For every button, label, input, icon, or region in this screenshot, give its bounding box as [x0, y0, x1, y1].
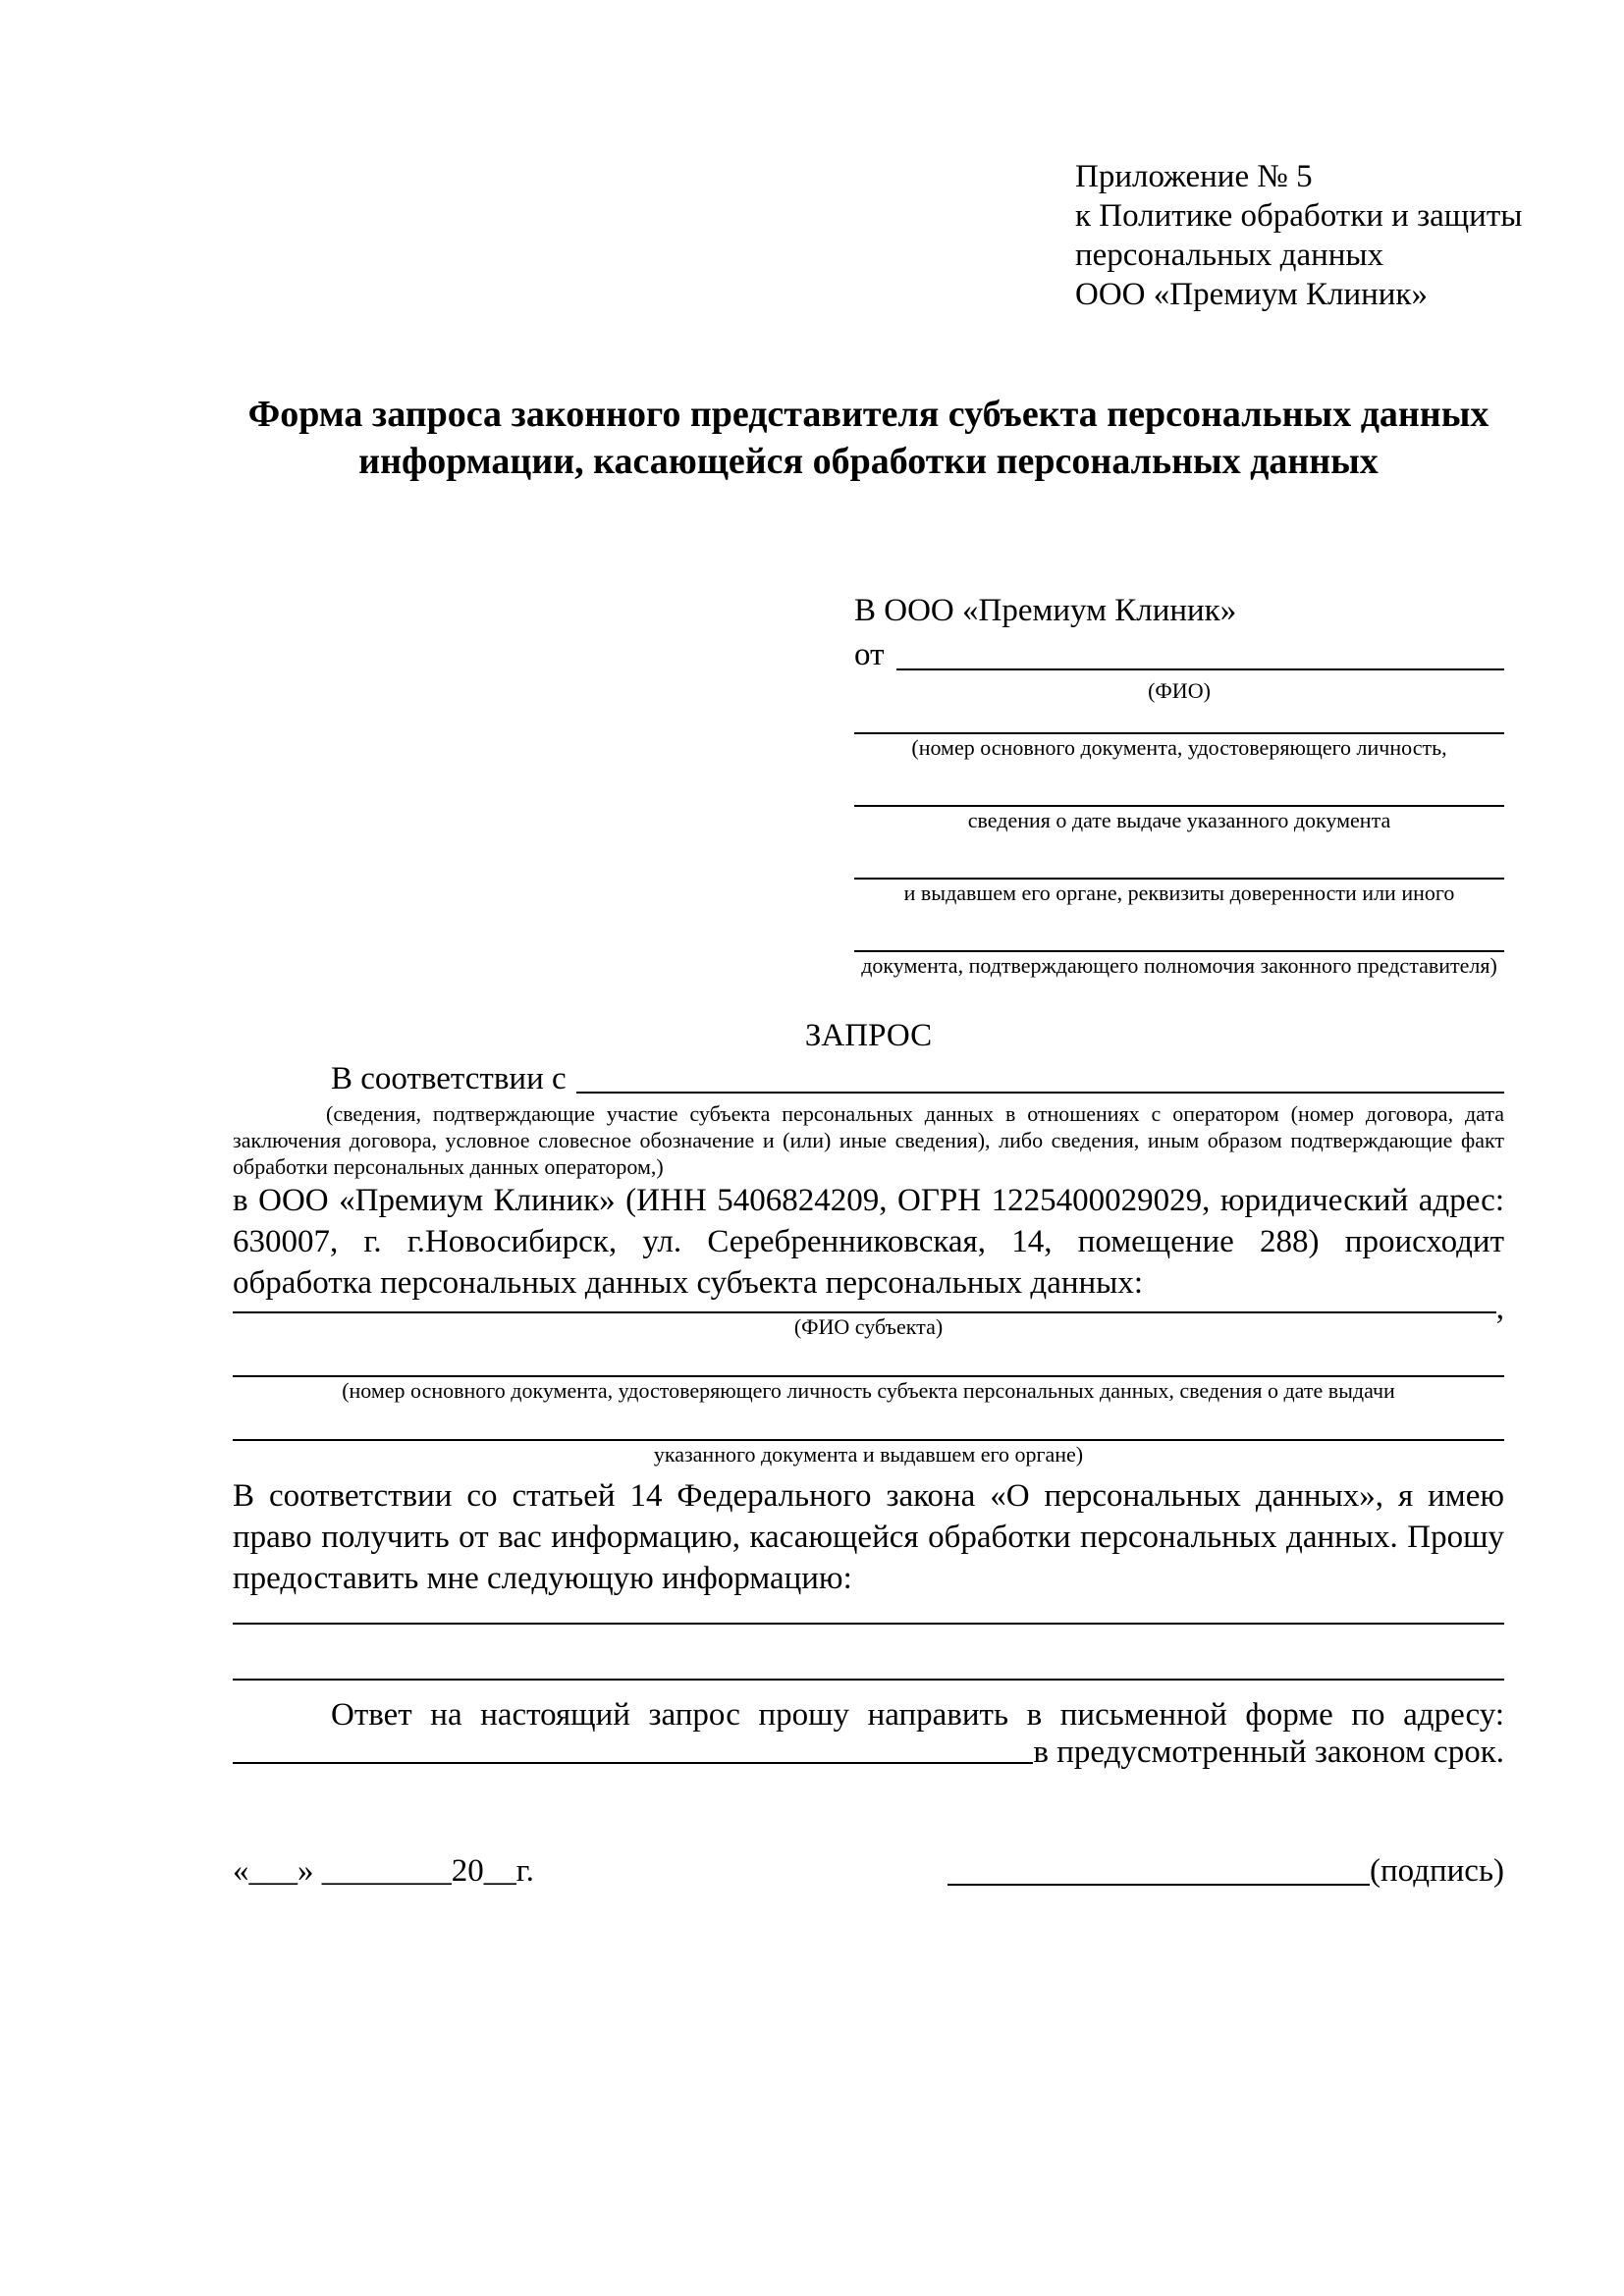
reply-suffix: в предусмотренный законом срок. [1033, 1735, 1504, 1770]
basis-caption-line-1: (сведения, подтверждающие участие субъекта персональных данных в отношениях с оператором (номер договора, дата [326, 1101, 1504, 1126]
document-content [233, 157, 1523, 1894]
appendix-header [1075, 157, 1523, 314]
basis-line [233, 1057, 1504, 1100]
document-title [233, 391, 1504, 485]
appendix-line: персональных данных [1075, 238, 1384, 273]
information-field-2[interactable] [233, 1625, 1504, 1681]
operator-paragraph-line-3: обработка персональных данных субъекта персональных данных: [233, 1265, 1143, 1301]
addressee-block [854, 589, 1504, 979]
basis-prefix: В соответствии с [331, 1061, 567, 1096]
law-paragraph-line-3: предоставить мне следующую информацию: [233, 1561, 852, 1596]
representative-fio-field[interactable] [896, 668, 1505, 670]
subject-doc-caption-top: (номер основного документа, удостоверяющего личность субъекта персональных данных, сведения о дате выдачи [342, 1378, 1395, 1403]
subject-fio-line-suffix: , [1495, 1291, 1504, 1326]
representative-doc-field-4[interactable] [854, 922, 1504, 952]
appendix-line: к Политике обработки и защиты [1075, 198, 1523, 234]
representative-doc-field-3[interactable] [854, 849, 1504, 880]
law-paragraph-line-1: В соответствии со статьей 14 Федерального закона «О персональных данных», я имею [233, 1478, 1504, 1514]
appendix-line: ООО «Премиум Клиник» [1075, 277, 1428, 312]
basis-field[interactable] [576, 1092, 1504, 1094]
reply-address-line [233, 1735, 1504, 1769]
reply-sentence: Ответ на настоящий запрос прошу направить в письменной форме по адресу: [331, 1697, 1504, 1733]
appendix-number: Приложение № 5 [1075, 159, 1313, 194]
basis-caption-line-2: заключения договора, условное словесное обозначение и (или) иные сведения), либо сведения, иным образом подтверждающие факт [233, 1128, 1504, 1152]
representative-doc-caption-1: (номер основного документа, удостоверяющего личность, [911, 735, 1447, 760]
document-title-line: информации, касающейся обработки персональных данных [358, 441, 1379, 482]
reply-address-field[interactable] [233, 1762, 1033, 1764]
signature-group [947, 1849, 1504, 1894]
operator-paragraph-line-1: в ООО «Премиум Клиник» (ИНН 5406824209, ОГРН 1225400029029, юридический адрес: [233, 1183, 1504, 1218]
subject-doc-caption-bottom: указанного документа и выдавшем его органе) [653, 1442, 1084, 1467]
representative-fio-caption: (ФИО) [1148, 678, 1211, 703]
request-heading: ЗАПРОС [804, 1018, 933, 1053]
signature-row [233, 1849, 1504, 1894]
document-title-line: Форма запроса законного представителя субъекта персональных данных [247, 394, 1489, 435]
representative-doc-caption-4: документа, подтверждающего полномочия законного представителя) [861, 953, 1497, 978]
subject-doc-field-2[interactable] [233, 1425, 1504, 1441]
addressee-organization: В ООО «Премиум Клиник» [854, 593, 1237, 628]
subject-fio-line [233, 1291, 1504, 1326]
operator-paragraph-line-2: 630007, г. г.Новосибирск, ул. Серебренниковская, 14, помещение 288) происходит [233, 1224, 1504, 1259]
signature-field[interactable] [947, 1856, 1370, 1886]
representative-doc-field-2[interactable] [854, 776, 1504, 807]
information-field-1[interactable] [233, 1607, 1504, 1625]
subject-doc-field-1[interactable] [233, 1362, 1504, 1377]
representative-doc-caption-2: сведения о дате выдаче указанного документа [967, 808, 1391, 832]
law-paragraph-line-2: право получить от вас информацию, касающейся обработки персональных данных. Прошу [233, 1520, 1504, 1555]
from-line [854, 633, 1504, 677]
date-field[interactable]: «___» ________20__г. [233, 1853, 534, 1889]
from-label: от [854, 637, 885, 672]
representative-doc-caption-3: и выдавшем его органе, реквизиты доверенности или иного [903, 881, 1455, 905]
representative-doc-field-1[interactable] [854, 704, 1504, 734]
basis-caption-line-3: обработки персональных данных оператором,) [233, 1154, 664, 1179]
signature-caption: (подпись) [1370, 1853, 1504, 1889]
subject-fio-caption: (ФИО субъекта) [793, 1314, 944, 1339]
